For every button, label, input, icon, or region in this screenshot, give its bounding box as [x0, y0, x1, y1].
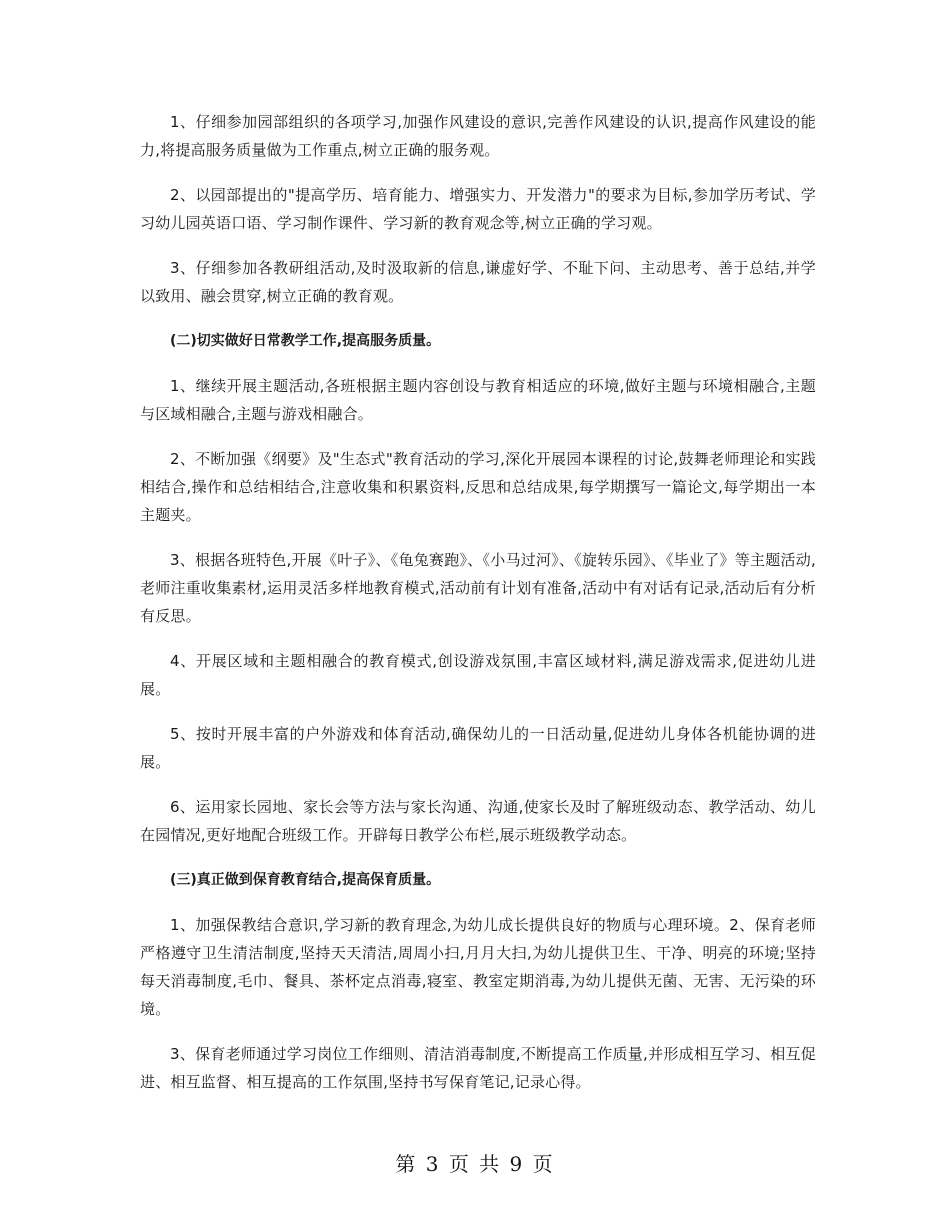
- paragraph-4: 1、继续开展主题活动,各班根据主题内容创设与教育相适应的环境,做好主题与环境相融合,主题与区域相融合,主题与游戏相融合。: [140, 377, 816, 423]
- paragraph-1: 1、仔细参加园部组织的各项学习,加强作风建设的意识,完善作风建设的认识,提高作风建设的能力,将提高服务质量做为工作重点,树立正确的服务观。: [140, 113, 816, 159]
- page-number-footer: 第 3 页 共 9 页: [395, 1152, 555, 1176]
- document-body: [140, 108, 816, 1113]
- paragraph-9: 6、运用家长园地、家长会等方法与家长沟通、沟通,使家长及时了解班级动态、教学活动、幼儿在园情况,更好地配合班级工作。开辟每日教学公布栏,展示班级教学动态。: [140, 798, 816, 844]
- section-heading-2: (二)切实做好日常教学工作,提高服务质量。: [170, 333, 441, 349]
- section-heading-3: (三)真正做到保育教育结合,提高保育质量。: [170, 872, 441, 888]
- paragraph-3: 3、仔细参加各教研组活动,及时汲取新的信息,谦虚好学、不耻下问、主动思考、善于总结,并学以致用、融会贯穿,树立正确的教育观。: [140, 259, 816, 305]
- paragraph-7: 4、开展区域和主题相融合的教育模式,创设游戏氛围,丰富区域材料,满足游戏需求,促进幼儿进展。: [140, 652, 816, 698]
- paragraph-5: 2、不断加强《纲要》及"生态式"教育活动的学习,深化开展园本课程的讨论,鼓舞老师理论和实践相结合,操作和总结相结合,注意收集和积累资料,反思和总结成果,每学期撰写一篇论文,每学期出一本主题夹。: [140, 450, 816, 524]
- paragraph-2: 2、以园部提出的"提高学历、培育能力、增强实力、开发潜力"的要求为目标,参加学历考试、学习幼儿园英语口语、学习制作课件、学习新的教育观念等,树立正确的学习观。: [140, 186, 816, 232]
- paragraph-8: 5、按时开展丰富的户外游戏和体育活动,确保幼儿的一日活动量,促进幼儿身体各机能协调的进展。: [140, 725, 816, 771]
- paragraph-11: 3、保育老师通过学习岗位工作细则、清洁消毒制度,不断提高工作质量,并形成相互学习、相互促进、相互监督、相互提高的工作氛围,坚持书写保育笔记,记录心得。: [140, 1045, 816, 1091]
- paragraph-10: 1、加强保教结合意识,学习新的教育理念,为幼儿成长提供良好的物质与心理环境。2、保育老师严格遵守卫生清洁制度,坚持天天清洁,周周小扫,月月大扫,为幼儿提供卫生、干净、明亮的环境;坚持每天消毒制度,毛巾、餐具、茶杯定点消毒,寝室、教室定期消毒,为幼儿提供无菌、无害、无污染的环境。: [140, 916, 816, 1018]
- paragraph-6: 3、根据各班特色,开展《叶子》、《龟兔赛跑》、《小马过河》、《旋转乐园》、《毕业了》等主题活动,老师注重收集素材,运用灵活多样地教育模式,活动前有计划有准备,活动中有对话有记录,活动后有分析有反思。: [140, 551, 816, 625]
